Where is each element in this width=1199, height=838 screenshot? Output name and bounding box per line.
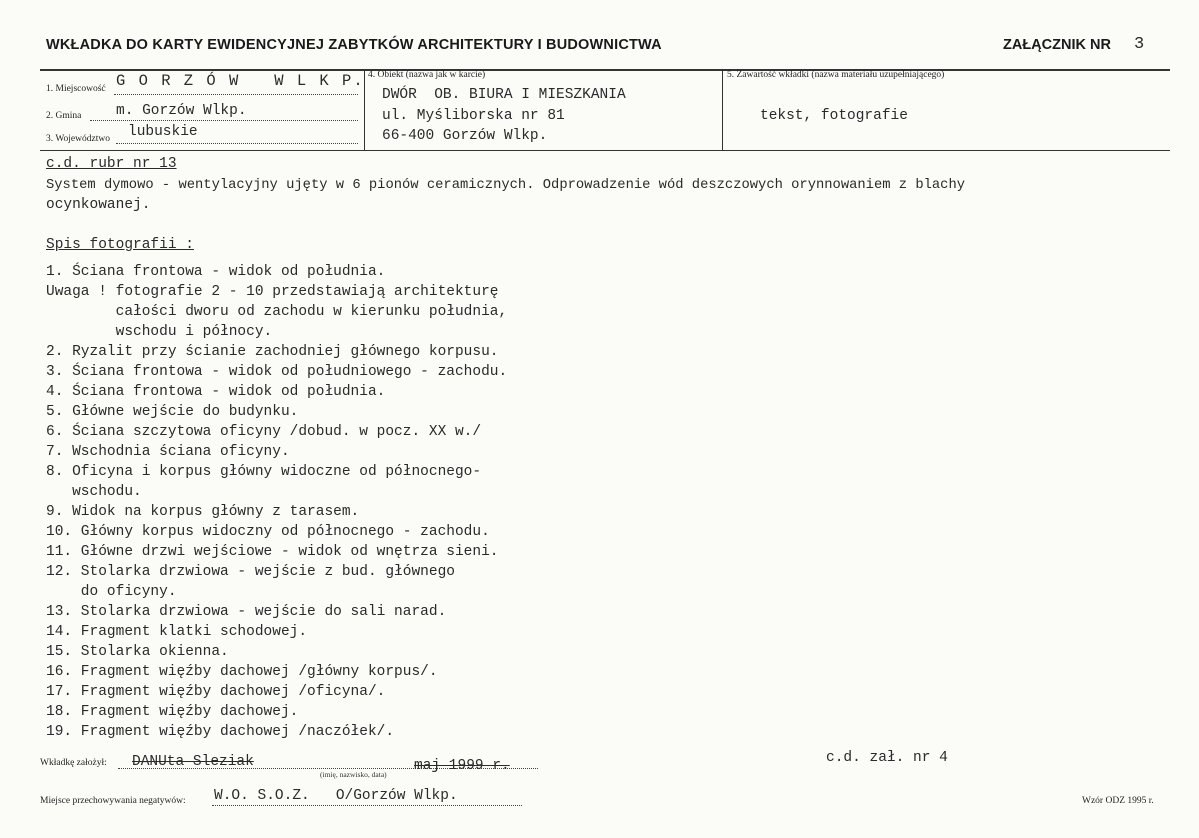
commune-value: m. Gorzów Wlkp. [116,103,247,119]
photo-item: 16. Fragment więźby dachowej /główny korpus/. [46,664,438,680]
contents-value: tekst, fotografie [760,108,908,124]
contents-label: 5. Zawartość wkładki (nazwa materiału uzupełniającego) [727,70,945,80]
made-by-date: maj 1999 r. [414,758,510,774]
photo-item: 9. Widok na korpus główny z tarasem. [46,504,360,520]
photo-list [46,262,507,742]
template-mark: Wzór ODZ 1995 r. [1082,796,1154,806]
continuation-heading: c.d. rubr nr 13 [46,156,177,172]
photo-item: 13. Stolarka drzwiowa - wejście do sali narad. [46,604,447,620]
object-line-3: 66-400 Gorzów Wlkp. [382,128,548,144]
photo-item: 14. Fragment klatki schodowej. [46,624,308,640]
photo-item: 11. Główne drzwi wejściowe - widok od wnętrza sieni. [46,544,499,560]
photo-item: 2. Ryzalit przy ścianie zachodniej głównego korpusu. [46,344,499,360]
object-label: 4. Obiekt (nazwa jak w karcie) [368,70,486,80]
photo-item: 3. Ściana frontowa - widok od południowego - zachodu. [46,364,508,380]
photo-item: 10. Główny korpus widoczny od północnego - zachodu. [46,524,490,540]
made-by-caption: (imię, nazwisko, data) [320,770,387,779]
system-line-1: System dymowo - wentylacyjny ujęty w 6 pionów ceramicznych. Odprowadzenie wód deszczowych orynnowaniem z blachy [46,178,966,193]
top-rule [40,69,1170,71]
photo-item: wschodu. [46,484,142,500]
photo-item: 4. Ściana frontowa - widok od południa. [46,384,386,400]
photo-item: 17. Fragment więźby dachowej /oficyna/. [46,684,386,700]
photo-item: 19. Fragment więźby dachowej /naczółek/. [46,724,395,740]
photo-item: 15. Stolarka okienna. [46,644,229,660]
photo-item: 18. Fragment więźby dachowej. [46,704,299,720]
photo-item: 6. Ściana szczytowa oficyny /dobud. w pocz. XX w./ [46,424,482,440]
made-by-label: Wkładkę założył: [40,758,107,768]
locality-underline [114,94,358,95]
photo-item: 7. Wschodnia ściana oficyny. [46,444,290,460]
photo-note: wschodu i północy. [46,324,273,340]
photo-item: do oficyny. [46,584,177,600]
object-line-1: DWÓR OB. BIURA I MIESZKANIA [382,87,626,103]
photo-note: całości dworu od zachodu w kierunku południa, [46,304,508,320]
photo-note: Uwaga ! fotografie 2 - 10 przedstawiają architekturę [46,284,499,300]
photo-list-title: Spis fotografii : [46,237,194,253]
locality-label: 1. Miejscowość [46,84,106,94]
negatives-value: W.O. S.O.Z. O/Gorzów Wlkp. [214,788,458,804]
document-title: WKŁADKA DO KARTY EWIDENCYJNEJ ZABYTKÓW ARCHITEKTURY I BUDOWNICTWA [46,37,662,53]
commune-label: 2. Gmina [46,111,82,121]
negatives-label: Miejsce przechowywania negatywów: [40,796,186,806]
annex-label: ZAŁĄCZNIK NR [1003,37,1111,53]
object-line-2: ul. Myśliborska nr 81 [382,108,565,124]
annex-number: 3 [1134,35,1145,54]
photo-item: 12. Stolarka drzwiowa - wejście z bud. głównego [46,564,455,580]
form-bottom-rule [40,150,1170,151]
locality-value: G O R Z Ó W W L K P. [116,72,365,90]
system-line-2: ocynkowanej. [46,197,151,213]
voivodeship-value: lubuskie [128,124,198,140]
continued-annex: c.d. zał. nr 4 [826,750,948,766]
photo-item: 8. Oficyna i korpus główny widoczne od północnego- [46,464,482,480]
photo-item: 1. Ściana frontowa - widok od południa. [46,264,386,280]
divider-2 [722,69,723,151]
photo-item: 5. Główne wejście do budynku. [46,404,299,420]
voivodeship-underline [116,143,358,144]
voivodeship-label: 3. Województwo [46,134,110,144]
made-by-name: DANUta Sleziak [132,754,254,770]
